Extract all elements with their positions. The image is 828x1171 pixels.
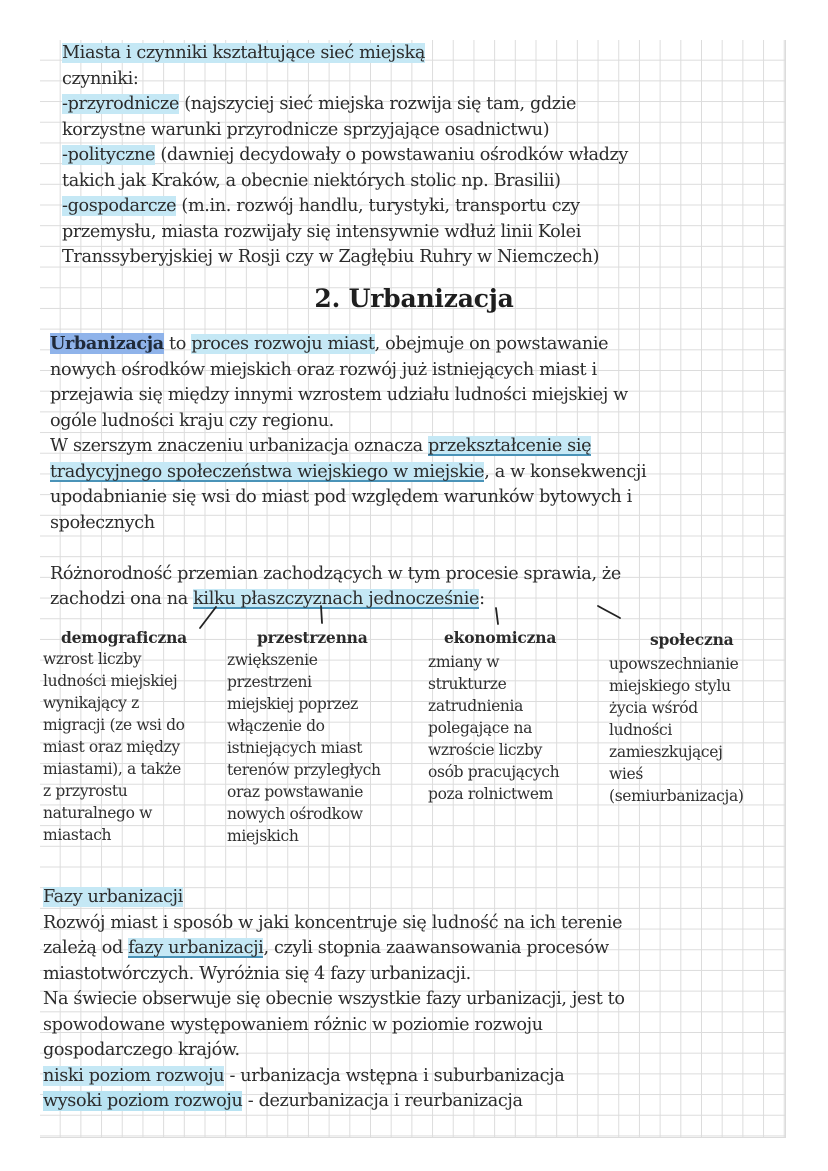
plane-economic	[428, 651, 559, 805]
plane-line: naturalnego w	[43, 804, 153, 822]
broad-line-3: upodabnianie się wsi do miast pod względem warunków bytowych i	[50, 487, 632, 507]
plane-title-demographic: demograficzna	[61, 628, 187, 647]
plane-line: polegające na	[428, 719, 533, 737]
section-phases	[43, 885, 625, 1115]
plane-line: zamieszkującej	[609, 743, 723, 761]
factor-economic-text-3: Transsyberyjskiej w Rosji czy w Zagłębiu Ruhry w Niemczech)	[62, 247, 600, 267]
section-title: 2. Urbanizacja	[314, 284, 514, 313]
urbanization-term: Urbanizacja	[50, 333, 164, 354]
def-text-2: , obejmuje on powstawanie	[374, 334, 609, 354]
diversity-line-1: Różnorodność przemian zachodzących w tym procesie sprawia, że	[50, 563, 621, 584]
plane-line: wieś	[609, 765, 643, 783]
factor-political-text: (dawniej decydowały o powstawaniu ośrodków władzy	[155, 145, 629, 165]
broad-highlight-1: przekształcenie się	[427, 436, 592, 456]
plane-line: istniejących miast	[227, 739, 363, 757]
factor-political-label: -polityczne	[62, 145, 156, 165]
plane-line: miast oraz między	[43, 738, 180, 756]
low-level-label: niski poziom rozwoju	[43, 1065, 225, 1086]
plane-line: zatrudnienia	[428, 697, 524, 715]
plane-line: zmiany w	[428, 653, 500, 671]
diversity-highlight: kilku płaszczyznach jednocześnie	[193, 589, 480, 609]
plane-social	[609, 653, 744, 807]
plane-line: ludności miejskiej	[43, 672, 178, 690]
high-level-label: wysoki poziom rozwoju	[43, 1091, 243, 1111]
plane-line: miastach	[43, 826, 112, 844]
plane-title-social: społeczna	[650, 630, 734, 649]
phases-text: zależą od	[43, 938, 129, 958]
def-line-3: przejawia się między innymi wzrostem udziału ludności miejskiej w	[50, 385, 628, 405]
phases-highlight: fazy urbanizacji	[128, 938, 264, 958]
high-level-text: - dezurbanizacja i reurbanizacja	[242, 1091, 523, 1111]
plane-title-spatial: przestrzenna	[257, 628, 368, 647]
plane-line: zwiększenie	[227, 651, 318, 669]
def-text: to	[163, 334, 192, 354]
factor-economic-label: -gospodarcze	[62, 196, 177, 216]
factor-natural-label: -przyrodnicze	[62, 94, 180, 114]
plane-line: terenów przyległych	[227, 761, 381, 779]
diversity-text: zachodzi ona na	[50, 589, 194, 609]
plane-line: z przyrostu	[43, 782, 128, 800]
phases-line-6: gospodarczego krajów.	[43, 1040, 240, 1060]
plane-title-economic: ekonomiczna	[444, 628, 557, 647]
factor-economic-text-2: przemysłu, miasta rozwijały się intensywnie wdłuż linii Kolei	[62, 221, 581, 242]
phases-text-2: , czyli stopnia zaawansowania procesów	[263, 938, 609, 958]
plane-line: miejskiego stylu	[609, 677, 731, 695]
plane-line: włączenie do	[227, 717, 325, 735]
factor-natural-text: (najszyciej sieć miejska rozwija się tam, gdzie	[179, 94, 577, 114]
plane-line: (semiurbanizacja)	[609, 787, 744, 805]
phases-line-5: spowodowane występowaniem różnic w poziomie rozwoju	[43, 1014, 543, 1035]
def-line-2: nowych ośrodków miejskich oraz rozwój już istniejących miast i	[50, 359, 597, 380]
phases-heading: Fazy urbanizacji	[43, 887, 183, 907]
plane-line: miastami), a także	[43, 760, 181, 778]
plane-line: upowszechnianie	[609, 655, 739, 673]
factors-intro: czynniki:	[62, 68, 139, 89]
plane-line: poza rolnictwem	[428, 785, 554, 803]
plane-line: strukturze	[428, 675, 507, 693]
plane-line: nowych ośrodkow	[227, 805, 363, 823]
factors-heading: Miasta i czynniki kształtujące sieć miejską	[62, 43, 426, 63]
broad-text: W szerszym znaczeniu urbanizacja oznacza	[50, 436, 428, 456]
plane-line: przestrzeni	[227, 673, 312, 691]
plane-line: migracji (ze wsi do	[43, 716, 185, 734]
factor-natural-text-2: korzystne warunki przyrodnicze sprzyjające osadnictwu)	[62, 119, 550, 140]
def-line-4: ogóle ludności kraju czy regionu.	[50, 410, 334, 431]
plane-line: życia wśród	[609, 699, 698, 717]
plane-spatial	[227, 649, 381, 847]
plane-line: oraz powstawanie	[227, 783, 364, 801]
diversity-colon: :	[479, 589, 485, 609]
plane-line: miejskiej poprzez	[227, 695, 358, 713]
plane-line: ludności	[609, 721, 672, 739]
plane-line: wzrost liczby	[43, 650, 142, 668]
phases-line-3: miastotwórczych. Wyróżnia się 4 fazy urbanizacji.	[43, 963, 471, 984]
plane-line: miejskich	[227, 827, 299, 845]
plane-line: osób pracujących	[428, 763, 560, 781]
plane-demographic	[43, 648, 185, 846]
plane-line: wzroście liczby	[428, 741, 543, 759]
broad-highlight-2: tradycyjnego społeczeństwa wiejskiego w miejskie	[50, 461, 485, 482]
factor-political-text-2: takich jak Kraków, a obecnie niektórych stolic np. Brasilii)	[62, 170, 561, 191]
broad-text-2: , a w konsekwencji	[484, 461, 647, 482]
phases-line-1: Rozwój miast i sposób w jaki koncentruje się ludność na ich terenie	[43, 912, 623, 933]
phases-line-4: Na świecie obserwuje się obecnie wszystkie fazy urbanizacji, jest to	[43, 989, 625, 1009]
low-level-text: - urbanizacja wstępna i suburbanizacja	[224, 1065, 565, 1086]
def-highlight: proces rozwoju miast	[191, 334, 375, 354]
factor-economic-text: (m.in. rozwój handlu, turystyki, transportu czy	[176, 196, 580, 216]
broad-line-4: społecznych	[50, 512, 155, 533]
plane-line: wynikający z	[43, 694, 139, 712]
